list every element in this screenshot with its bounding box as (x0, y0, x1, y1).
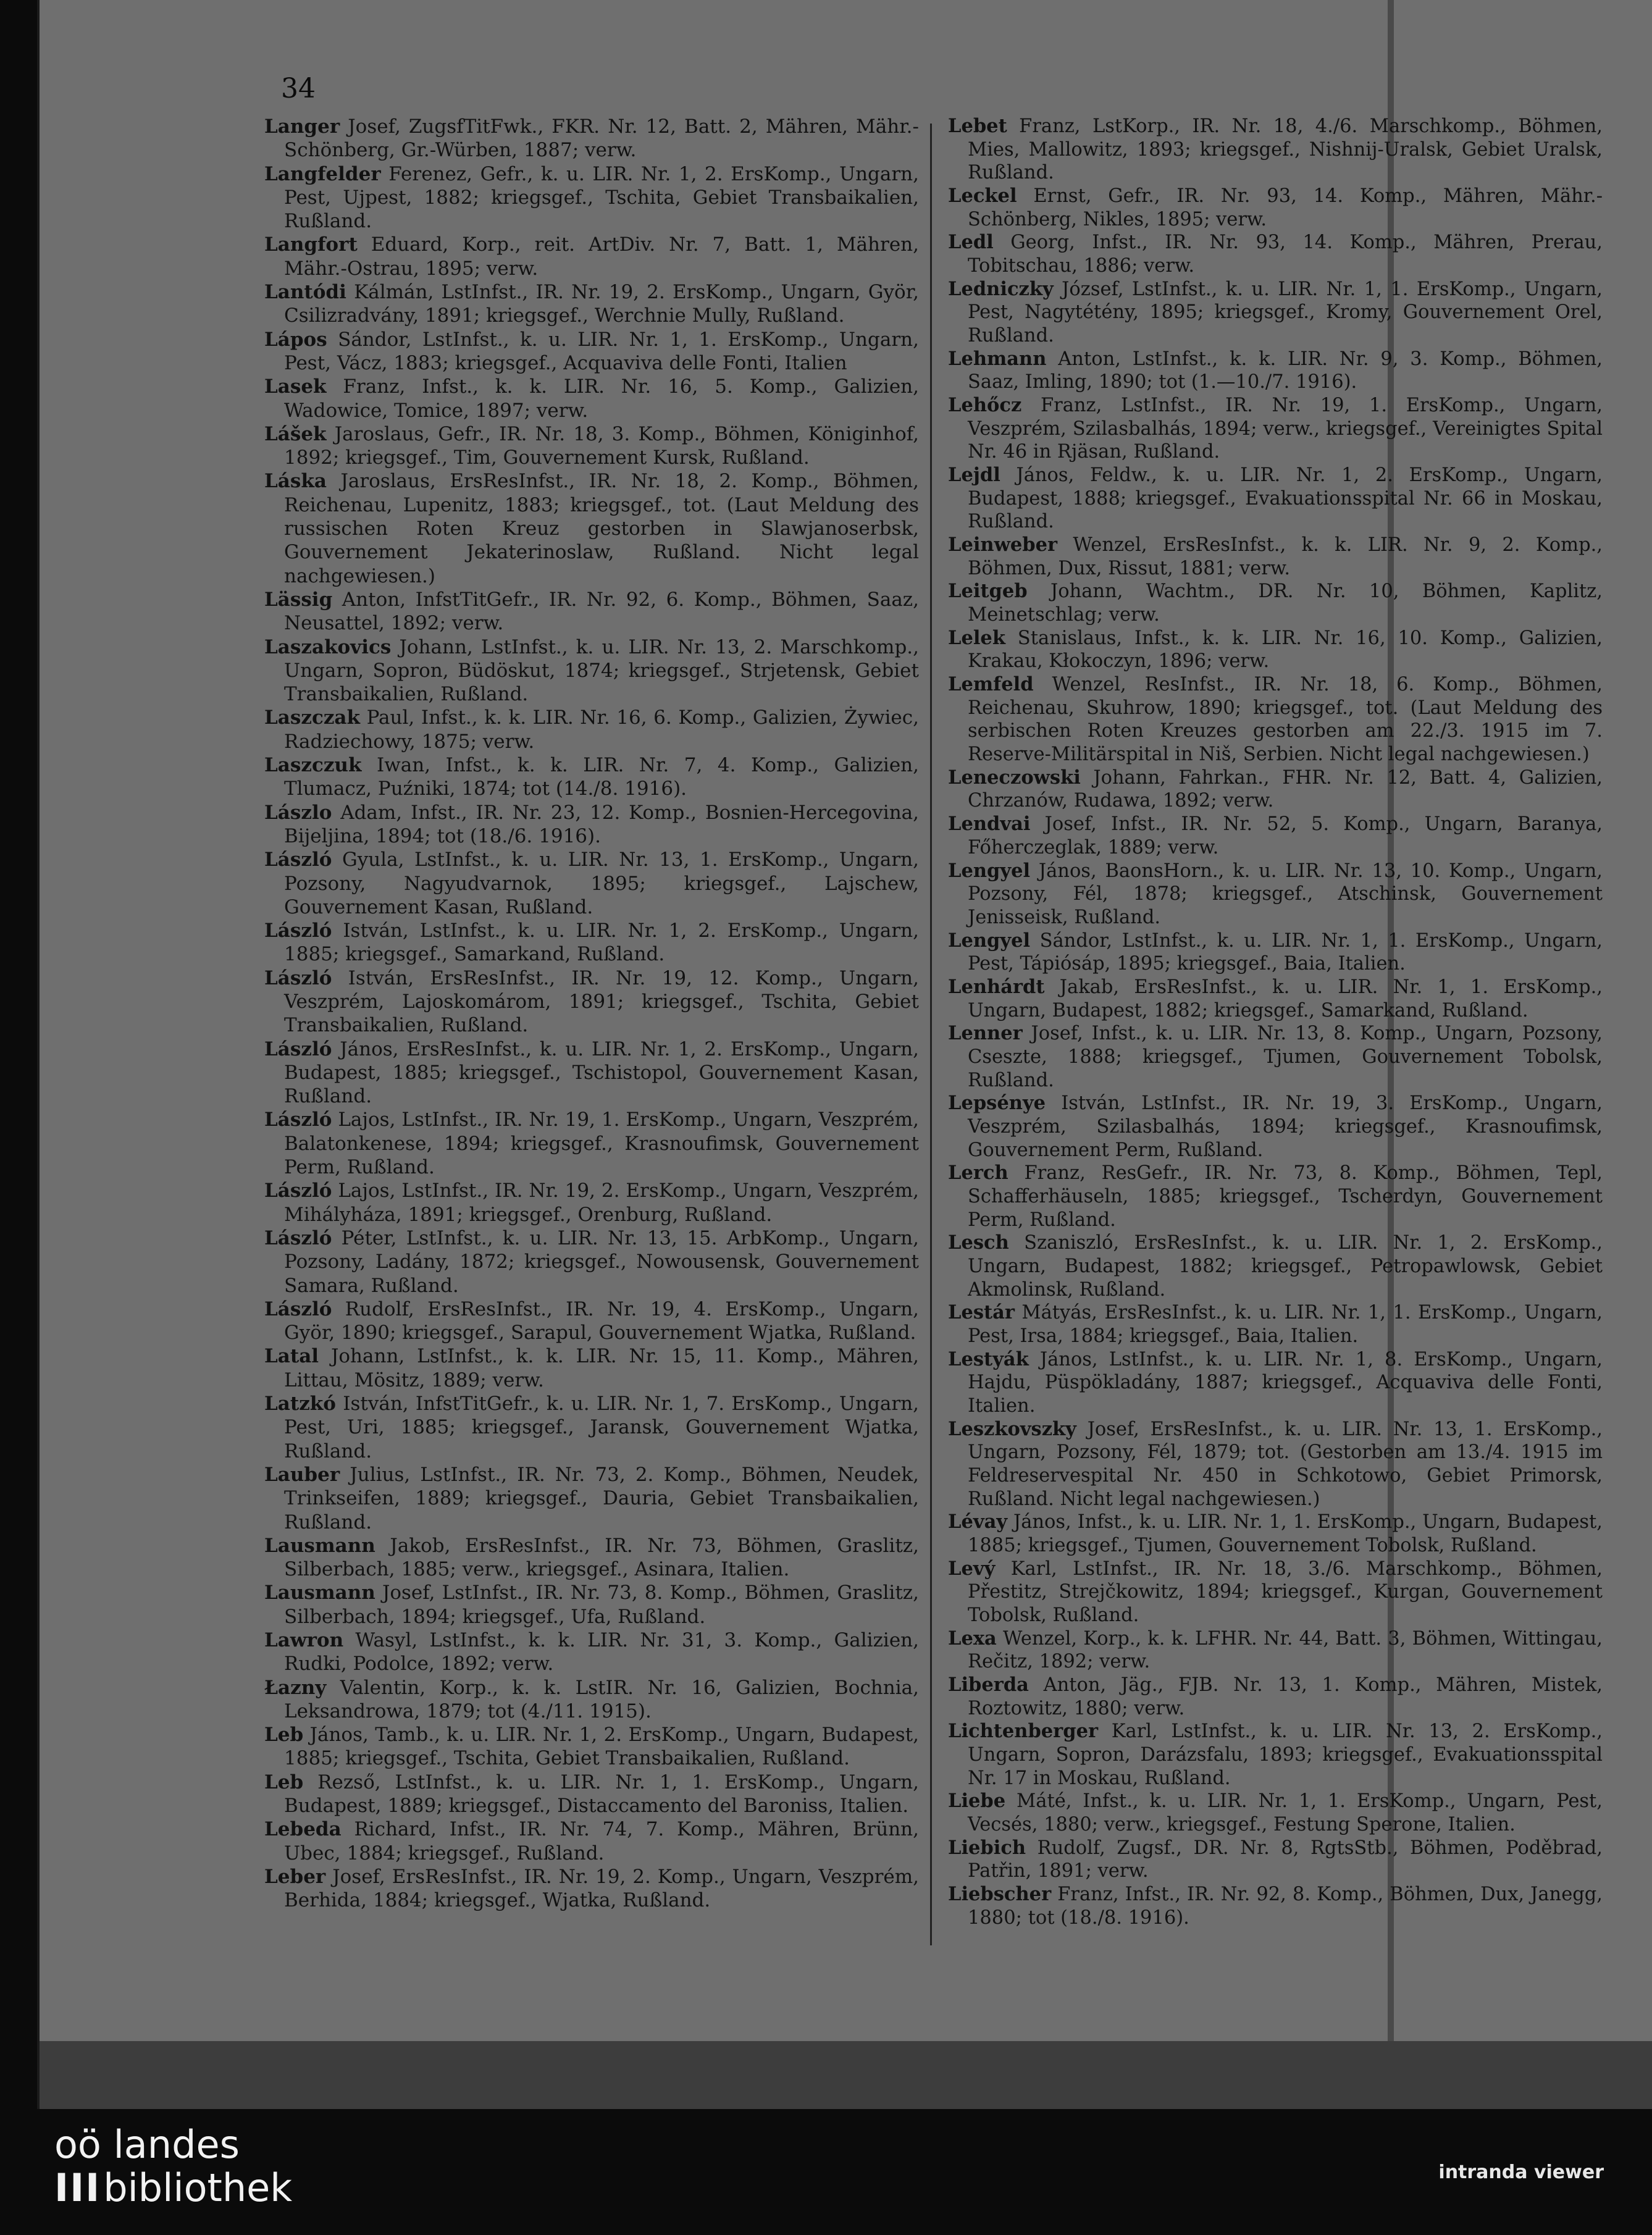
logo-line-2-text: bibliothek (103, 2165, 293, 2210)
entry-surname: Lebet (948, 115, 1007, 137)
entry-details: Sándor, LstInfst., k. u. LIR. Nr. 1, 1. ErsKomp., Ungarn, Pest, Tápiósáp, 1895; kriegsgef., Baia, Italien. (968, 929, 1603, 975)
entry-surname: László (264, 1109, 332, 1131)
entry-surname: Lerch (948, 1162, 1008, 1185)
entry-surname: Lápos (264, 328, 327, 351)
register-entry (264, 1581, 919, 1629)
entry-details: Rudolf, ErsResInfst., IR. Nr. 19, 4. ErsKomp., Ungarn, Györ, 1890; kriegsgef., Sarapul, Gouvernement Wjatka, Rußland. (284, 1298, 919, 1344)
entry-surname: Levý (948, 1557, 996, 1580)
entry-details: Lajos, LstInfst., IR. Nr. 19, 2. ErsKomp., Ungarn, Veszprém, Mihályháza, 1891; kriegsgef., Orenburg, Rußland. (284, 1180, 919, 1226)
entry-surname: Lehőcz (948, 394, 1022, 417)
register-entry (264, 328, 919, 375)
entry-details: Sándor, LstInfst., k. u. LIR. Nr. 1, 1. ErsKomp., Ungarn, Pest, Vácz, 1883; kriegsgef., Acquaviva delle Fonti, Italien (284, 328, 919, 374)
entry-details: Josef, ErsResInfst., IR. Nr. 19, 2. Komp., Ungarn, Veszprém, Berhida, 1884; kriegsgef., Wjatka, Rußland. (284, 1865, 920, 1912)
register-entry (948, 464, 1603, 534)
entry-surname: Lelek (948, 626, 1005, 649)
register-entry (264, 1392, 919, 1463)
register-entry (264, 1463, 919, 1534)
entry-details: Josef, ZugsfTitFwk., FKR. Nr. 12, Batt. 2, Mähren, Mähr.-Schönberg, Gr.-Würben, 1887; verw. (284, 115, 919, 162)
entry-details: Adam, Infst., IR. Nr. 23, 12. Komp., Bosnien-Hercegovina, Bijeljina, 1894; tot (18./6. 1916). (284, 801, 919, 847)
entry-surname: Lengyel (948, 859, 1031, 882)
entry-details: Franz, Infst., k. k. LIR. Nr. 16, 5. Komp., Galizien, Wadowice, Tomice, 1897; verw. (284, 375, 919, 422)
entry-details: Anton, Jäg., FJB. Nr. 13, 1. Komp., Mähren, Mistek, Roztowitz, 1880; verw. (968, 1674, 1603, 1719)
entry-surname: Langfort (264, 233, 358, 256)
register-entry (264, 706, 919, 753)
register-entry (948, 185, 1603, 231)
register-entry (948, 860, 1603, 929)
logo-line-1: oö landes (54, 2122, 240, 2167)
entry-surname: Lässig (264, 588, 333, 611)
register-entry (264, 801, 919, 849)
entry-details: Wasyl, LstInfst., k. k. LIR. Nr. 31, 3. Komp., Galizien, Rudki, Podolce, 1892; verw. (284, 1629, 919, 1675)
entry-surname: Liebe (948, 1790, 1006, 1813)
entry-details: Rezső, LstInfst., k. u. LIR. Nr. 1, 1. ErsKomp., Ungarn, Budapest, 1889; kriegsgef., Distaccamento del Baroniss, Italien. (284, 1771, 919, 1818)
register-entry (264, 1298, 919, 1345)
entry-surname: Lexa (948, 1627, 997, 1650)
entry-surname: László (264, 1298, 332, 1320)
entry-surname: Leb (264, 1724, 304, 1746)
entry-surname: Leszkovszky (948, 1417, 1076, 1440)
entry-surname: László (264, 920, 332, 942)
register-entry (948, 1883, 1603, 1929)
register-entry (948, 1348, 1603, 1418)
entry-details: István, InfstTitGefr., k. u. LIR. Nr. 1, 7. ErsKomp., Ungarn, Pest, Uri, 1885; kriegsgef., Jaransk, Gouvernement Wjatka, Rußland. (284, 1393, 919, 1462)
register-entry (264, 1227, 919, 1298)
register-entry (264, 280, 919, 328)
register-entry (264, 848, 919, 919)
entry-details: Josef, Infst., k. u. LIR. Nr. 13, 8. Komp., Ungarn, Pozsony, Cseszte, 1888; kriegsgef., Tjumen, Gouvernement Tobolsk, Rußland. (968, 1023, 1603, 1091)
register-entry (264, 469, 919, 587)
entry-details: Karl, LstInfst., IR. Nr. 18, 3./6. Marschkomp., Böhmen, Přestitz, Strejčkowitz, 1894; kriegsgef., Kurgan, Gouvernement Tobolsk, Rußland. (968, 1558, 1603, 1626)
entry-surname: László (264, 849, 332, 871)
entry-surname: Langfelder (264, 162, 381, 185)
entry-surname: Lantódi (264, 281, 346, 304)
entry-surname: Langer (264, 115, 340, 138)
entry-details: János, Infst., k. u. LIR. Nr. 1, 1. ErsKomp., Ungarn, Budapest, 1885; kriegsgef., Tjumen, Gouvernement Tobolsk, Rußland. (968, 1511, 1603, 1556)
entry-surname: Lejdl (948, 464, 1000, 487)
entry-surname: Lászlo (264, 801, 332, 824)
entry-surname: László (264, 1038, 332, 1060)
entry-surname: Ledniczky (948, 277, 1054, 300)
register-entry (948, 1837, 1603, 1883)
right-column (948, 115, 1603, 1929)
entry-details: Josef, LstInfst., IR. Nr. 73, 8. Komp., Böhmen, Graslitz, Silberbach, 1894; kriegsgef., Ufa, Rußland. (284, 1582, 919, 1628)
entry-surname: Leb (264, 1771, 304, 1793)
entry-details: Valentin, Korp., k. k. LstIR. Nr. 16, Galizien, Bochnia, Leksandrowa, 1879; tot (4./11. 1915). (284, 1676, 919, 1722)
register-entry (948, 1162, 1603, 1231)
entry-details: János, LstInfst., k. u. LIR. Nr. 1, 8. ErsKomp., Ungarn, Hajdu, Püspökladány, 1887; kriegsgef., Acquaviva delle Fonti, Italien. (968, 1348, 1603, 1417)
register-entry (948, 231, 1603, 277)
register-entry (948, 534, 1603, 580)
entry-details: Jakob, ErsResInfst., IR. Nr. 73, Böhmen, Graslitz, Silberbach, 1885; verw., kriegsgef., Asinara, Italien. (284, 1534, 919, 1581)
entry-surname: Łazny (264, 1676, 327, 1699)
register-entry (948, 1674, 1603, 1720)
entry-details: Johann, Wachtm., DR. Nr. 10, Böhmen, Kaplitz, Meinetschlag; verw. (968, 581, 1603, 626)
entry-details: Johann, LstInfst., k. k. LIR. Nr. 15, 11. Komp., Mähren, Littau, Mösitz, 1889; verw. (284, 1345, 919, 1391)
register-entry (264, 1865, 919, 1913)
entry-details: Eduard, Korp., reit. ArtDiv. Nr. 7, Batt. 1, Mähren, Mähr.-Ostrau, 1895; verw. (284, 233, 919, 280)
entry-details: Jaroslaus, Gefr., IR. Nr. 18, 3. Komp., Böhmen, Königinhof, 1892; kriegsgef., Tim, Gouvernement Kursk, Rußland. (284, 422, 919, 469)
page-number: 34 (281, 73, 316, 104)
register-entry (264, 967, 919, 1038)
logo-bars-mark: III (54, 2165, 101, 2210)
entry-surname: Leneczowski (948, 766, 1081, 789)
entry-surname: Latal (264, 1345, 319, 1368)
register-entry (948, 813, 1603, 859)
register-entry (264, 162, 919, 233)
entry-surname: Lévay (948, 1511, 1008, 1533)
entry-surname: Lausmann (264, 1582, 375, 1604)
entry-surname: Ledl (948, 231, 994, 254)
entry-surname: Leitgeb (948, 580, 1028, 603)
entry-surname: Lestár (948, 1301, 1015, 1324)
entry-details: Lajos, LstInfst., IR. Nr. 19, 1. ErsKomp., Ungarn, Veszprém, Balatonkenese, 1894; kriegsgef., Krasnoufimsk, Gouvernement Perm, Rußland. (284, 1109, 919, 1179)
register-entry (264, 233, 919, 280)
register-entry (264, 115, 919, 162)
entry-details: János, Feldw., k. u. LIR. Nr. 1, 2. ErsKomp., Ungarn, Budapest, 1888; kriegsgef., Evakuationsspital Nr. 66 in Moskau, Rußland. (968, 464, 1603, 533)
entry-details: István, ErsResInfst., IR. Nr. 19, 12. Komp., Ungarn, Veszprém, Lajoskomárom, 1891; kriegsgef., Tschita, Gebiet Transbaikalien, Rußland. (284, 967, 920, 1037)
entry-details: Georg, Infst., IR. Nr. 93, 14. Komp., Mähren, Prerau, Tobitschau, 1886; verw. (968, 232, 1603, 277)
register-entry (948, 1022, 1603, 1092)
register-entry (264, 1723, 919, 1771)
register-entry (264, 375, 919, 422)
entry-surname: Leinweber (948, 534, 1058, 556)
entry-surname: Leber (264, 1865, 326, 1888)
library-logo[interactable] (54, 2123, 292, 2210)
register-entry (264, 635, 919, 707)
register-entry (948, 394, 1603, 464)
entry-surname: Latzkó (264, 1393, 336, 1415)
entry-surname: László (264, 1180, 332, 1202)
register-entry (264, 1629, 919, 1676)
logo-line-2 (54, 2166, 292, 2210)
register-entry (264, 753, 919, 801)
entry-details: Ferenez, Gefr., k. u. LIR. Nr. 1, 2. ErsKomp., Ungarn, Pest, Ujpest, 1882; kriegsgef., Tschita, Gebiet Transbaikalien, Rußland. (284, 162, 919, 233)
entry-surname: Leckel (948, 185, 1017, 208)
entry-details: Franz, LstInfst., IR. Nr. 19, 1. ErsKomp., Ungarn, Veszprém, Szilasbalhás, 1894; verw., kriegsgef., Vereinigtes Spital Nr. 46 in Rjäsan, Rußland. (968, 395, 1603, 463)
entry-details: Josef, ErsResInfst., k. u. LIR. Nr. 13, 1. ErsKomp., Ungarn, Pozsony, Fél, 1879; tot. (Gestorben am 13./4. 1915 im Feldreservespital Nr. 450 in Schkotowo, Gebiet Primorsk, Rußland. Nicht legal nachgewiesen.) (968, 1418, 1603, 1510)
entry-surname: Lepsénye (948, 1092, 1046, 1115)
entry-surname: Laszczuk (264, 754, 362, 777)
entry-surname: László (264, 967, 332, 989)
register-entry (948, 1418, 1603, 1511)
entry-surname: Liebscher (948, 1883, 1052, 1906)
entry-details: Julius, LstInfst., IR. Nr. 73, 2. Komp., Böhmen, Neudek, Trinkseifen, 1889; kriegsgef., Dauria, Gebiet Transbaikalien, Rußland. (284, 1463, 919, 1533)
entry-surname: Lebeda (264, 1818, 342, 1841)
entry-details: Josef, Infst., IR. Nr. 52, 5. Komp., Ungarn, Baranya, Főherczeglak, 1889; verw. (968, 813, 1603, 858)
register-entry (948, 766, 1603, 813)
entry-surname: Lemfeld (948, 673, 1034, 696)
register-entry (948, 1720, 1603, 1790)
entry-details: István, LstInfst., k. u. LIR. Nr. 1, 2. ErsKomp., Ungarn, 1885; kriegsgef., Samarkand, Rußland. (284, 920, 919, 966)
entry-details: János, ErsResInfst., k. u. LIR. Nr. 1, 2. ErsKomp., Ungarn, Budapest, 1885; kriegsgef., Tschistopol, Gouvernement Kasan, Rußland. (284, 1038, 919, 1108)
entry-details: Johann, Fahrkan., FHR. Nr. 12, Batt. 4, Galizien, Chrzanów, Rudawa, 1892; verw. (968, 766, 1603, 812)
entry-surname: László (264, 1227, 332, 1249)
entry-details: Gyula, LstInfst., k. u. LIR. Nr. 13, 1. ErsKomp., Ungarn, Pozsony, Nagyudvarnok, 1895; kriegsgef., Lajschew, Gouvernement Kasan, Rußland. (284, 849, 919, 918)
entry-details: Ernst, Gefr., IR. Nr. 93, 14. Komp., Mähren, Mähr.-Schönberg, Nikles, 1895; verw. (968, 185, 1603, 230)
entry-details: Szaniszló, ErsResInfst., k. u. LIR. Nr. 1, 2. ErsKomp., Ungarn, Budapest, 1882; kriegsgef., Petropawlowsk, Gebiet Akmolinsk, Rußland. (968, 1232, 1603, 1301)
entry-details: Máté, Infst., k. u. LIR. Nr. 1, 1. ErsKomp., Ungarn, Pest, Vecsés, 1880; verw., kriegsgef., Festung Sperone, Italien. (968, 1790, 1603, 1836)
register-entry (948, 1301, 1603, 1348)
entry-surname: Láska (264, 470, 327, 493)
register-entry (264, 588, 919, 635)
register-entry (948, 627, 1603, 673)
entry-details: József, LstInfst., k. u. LIR. Nr. 1, 1. ErsKomp., Ungarn, Pest, Nagytétény, 1895; kriegsgef., Kromy, Gouvernement Orel, Rußland. (968, 278, 1603, 347)
register-entry (264, 1676, 919, 1724)
entry-details: Kálmán, LstInfst., IR. Nr. 19, 2. ErsKomp., Ungarn, Györ, Csilizradvány, 1891; kriegsgef., Werchnie Mully, Rußland. (284, 281, 919, 327)
entry-surname: Lehmann (948, 347, 1047, 370)
entry-details: Franz, ResGefr., IR. Nr. 73, 8. Komp., Böhmen, Tepl, Schafferhäuseln, 1885; kriegsgef., Tscherdyn, Gouvernement Perm, Rußland. (968, 1162, 1603, 1231)
register-entry (264, 1344, 919, 1392)
entry-details: Wenzel, ErsResInfst., k. k. LIR. Nr. 9, 2. Komp., Böhmen, Dux, Rissut, 1881; verw. (968, 534, 1603, 579)
entry-details: Karl, LstInfst., k. u. LIR. Nr. 13, 2. ErsKomp., Ungarn, Sopron, Darázsfalu, 1893; kriegsgef., Evakuationsspital Nr. 17 in Moskau, Rußland. (968, 1721, 1603, 1789)
register-entry (948, 929, 1603, 976)
entry-details: Anton, InfstTitGefr., IR. Nr. 92, 6. Komp., Böhmen, Saaz, Neusattel, 1892; verw. (284, 588, 919, 635)
register-entry (948, 580, 1603, 626)
entry-surname: Liebich (948, 1836, 1026, 1859)
entry-surname: Lesch (948, 1231, 1009, 1254)
register-entry (948, 278, 1603, 348)
entry-details: Rudolf, Zugsf., DR. Nr. 8, RgtsStb., Böhmen, Poděbrad, Patřin, 1891; verw. (968, 1837, 1603, 1882)
entry-details: Jakab, ErsResInfst., k. u. LIR. Nr. 1, 1. ErsKomp., Ungarn, Budapest, 1882; kriegsgef., Samarkand, Rußland. (968, 976, 1603, 1021)
entry-details: Mátyás, ErsResInfst., k. u. LIR. Nr. 1, 1. ErsKomp., Ungarn, Pest, Irsa, 1884; kriegsgef., Baia, Italien. (968, 1302, 1603, 1347)
page-bottom-shadow (40, 2041, 1652, 2109)
register-entry (264, 1038, 919, 1109)
entry-details: Wenzel, ResInfst., IR. Nr. 18, 6. Komp., Böhmen, Reichenau, Skuhrow, 1890; kriegsgef., tot. (Laut Meldung des serbischen Roten Kreuzes gestorben am 22./3. 1915 im 7. Reserve-Militärspital in Niš, Serbien. Nicht legal nachgewiesen.) (968, 674, 1603, 766)
entry-surname: Liberda (948, 1674, 1029, 1696)
register-entry (264, 1771, 919, 1818)
register-entry (264, 1108, 919, 1179)
entry-surname: Lasek (264, 375, 327, 398)
register-entry (948, 1231, 1603, 1301)
entry-details: Richard, Infst., IR. Nr. 74, 7. Komp., Mähren, Brünn, Ubec, 1884; kriegsgef., Rußland. (284, 1818, 920, 1864)
entry-details: Franz, LstKorp., IR. Nr. 18, 4./6. Marschkomp., Böhmen, Mies, Mallowitz, 1893; kriegsgef., Nishnij-Uralsk, Gebiet Uralsk, Rußland. (968, 115, 1603, 184)
entry-surname: Lauber (264, 1463, 340, 1486)
entry-surname: Laszakovics (264, 635, 392, 658)
entry-details: Péter, LstInfst., k. u. LIR. Nr. 13, 15. ArbKomp., Ungarn, Pozsony, Ladány, 1872; kriegsgef., Nowousensk, Gouvernement Samara, Rußland. (284, 1227, 919, 1297)
entry-surname: Lášek (264, 422, 327, 445)
register-entry (948, 1627, 1603, 1674)
entry-details: Johann, LstInfst., k. u. LIR. Nr. 13, 2. Marschkomp., Ungarn, Sopron, Büdöskut, 1874; kriegsgef., Strjetensk, Gebiet Transbaikalien, Rußland. (284, 635, 919, 706)
entry-details: Iwan, Infst., k. k. LIR. Nr. 7, 4. Komp., Galizien, Tlumacz, Puźniki, 1874; tot (14./8. 1916). (284, 754, 919, 800)
register-entry (948, 1092, 1603, 1162)
register-entry (948, 348, 1603, 394)
register-entry (948, 115, 1603, 185)
viewer-brand-label[interactable]: intranda viewer (1438, 2162, 1604, 2183)
entry-details: István, LstInfst., IR. Nr. 19, 3. ErsKomp., Ungarn, Veszprém, Szilasbalhás, 1894; kriegsgef., Krasnoufimsk, Gouvernement Perm, Rußland. (968, 1092, 1603, 1161)
register-entry (948, 976, 1603, 1022)
register-entry (948, 1790, 1603, 1836)
entry-surname: Lawron (264, 1629, 344, 1651)
entry-surname: Lichtenberger (948, 1720, 1099, 1743)
entry-surname: Lausmann (264, 1534, 375, 1557)
entry-surname: Lendvai (948, 813, 1031, 836)
entry-details: Wenzel, Korp., k. k. LFHR. Nr. 44, Batt. 3, Böhmen, Wittingau, Rečitz, 1892; verw. (968, 1627, 1603, 1673)
entry-surname: Lenner (948, 1022, 1023, 1045)
left-column (264, 115, 919, 1913)
entry-surname: Lengyel (948, 929, 1031, 952)
register-entry (948, 1558, 1603, 1627)
entry-details: Anton, LstInfst., k. k. LIR. Nr. 9, 3. Komp., Böhmen, Saaz, Imling, 1890; tot (1.—10./7. 1916). (968, 348, 1603, 393)
register-entry (948, 1511, 1603, 1557)
register-entry (264, 919, 919, 967)
register-entry (264, 1179, 919, 1227)
entry-details: Franz, Infst., IR. Nr. 92, 8. Komp., Böhmen, Dux, Janegg, 1880; tot (18./8. 1916). (968, 1884, 1603, 1929)
entry-surname: Lestyák (948, 1348, 1029, 1370)
entry-details: Jaroslaus, ErsResInfst., IR. Nr. 18, 2. Komp., Böhmen, Reichenau, Lupenitz, 1883; kriegsgef., tot. (Laut Meldung des russischen Roten Kreuz gestorben in Slawjanoserbsk, Gouvernement Jekaterinoslaw, Rußland. Nicht legal nachgewiesen.) (284, 470, 919, 587)
register-entry (264, 1818, 919, 1865)
entry-surname: Lenhárdt (948, 975, 1045, 998)
column-divider (930, 124, 932, 1945)
entry-details: Stanislaus, Infst., k. k. LIR. Nr. 16, 10. Komp., Galizien, Krakau, Kłokoczyn, 1896; verw. (968, 627, 1603, 673)
entry-details: János, Tamb., k. u. LIR. Nr. 1, 2. ErsKomp., Ungarn, Budapest, 1885; kriegsgef., Tschita, Gebiet Transbaikalien, Rußland. (284, 1724, 919, 1770)
entry-details: János, BaonsHorn., k. u. LIR. Nr. 13, 10. Komp., Ungarn, Pozsony, Fél, 1878; kriegsgef., Atschinsk, Gouvernement Jenisseisk, Rußland. (968, 860, 1603, 928)
entry-surname: Laszczak (264, 707, 360, 729)
register-entry (264, 422, 919, 470)
register-entry (948, 673, 1603, 766)
register-entry (264, 1534, 919, 1582)
entry-details: Paul, Infst., k. k. LIR. Nr. 16, 6. Komp., Galizien, Żywiec, Radziechowy, 1875; verw. (284, 707, 919, 753)
